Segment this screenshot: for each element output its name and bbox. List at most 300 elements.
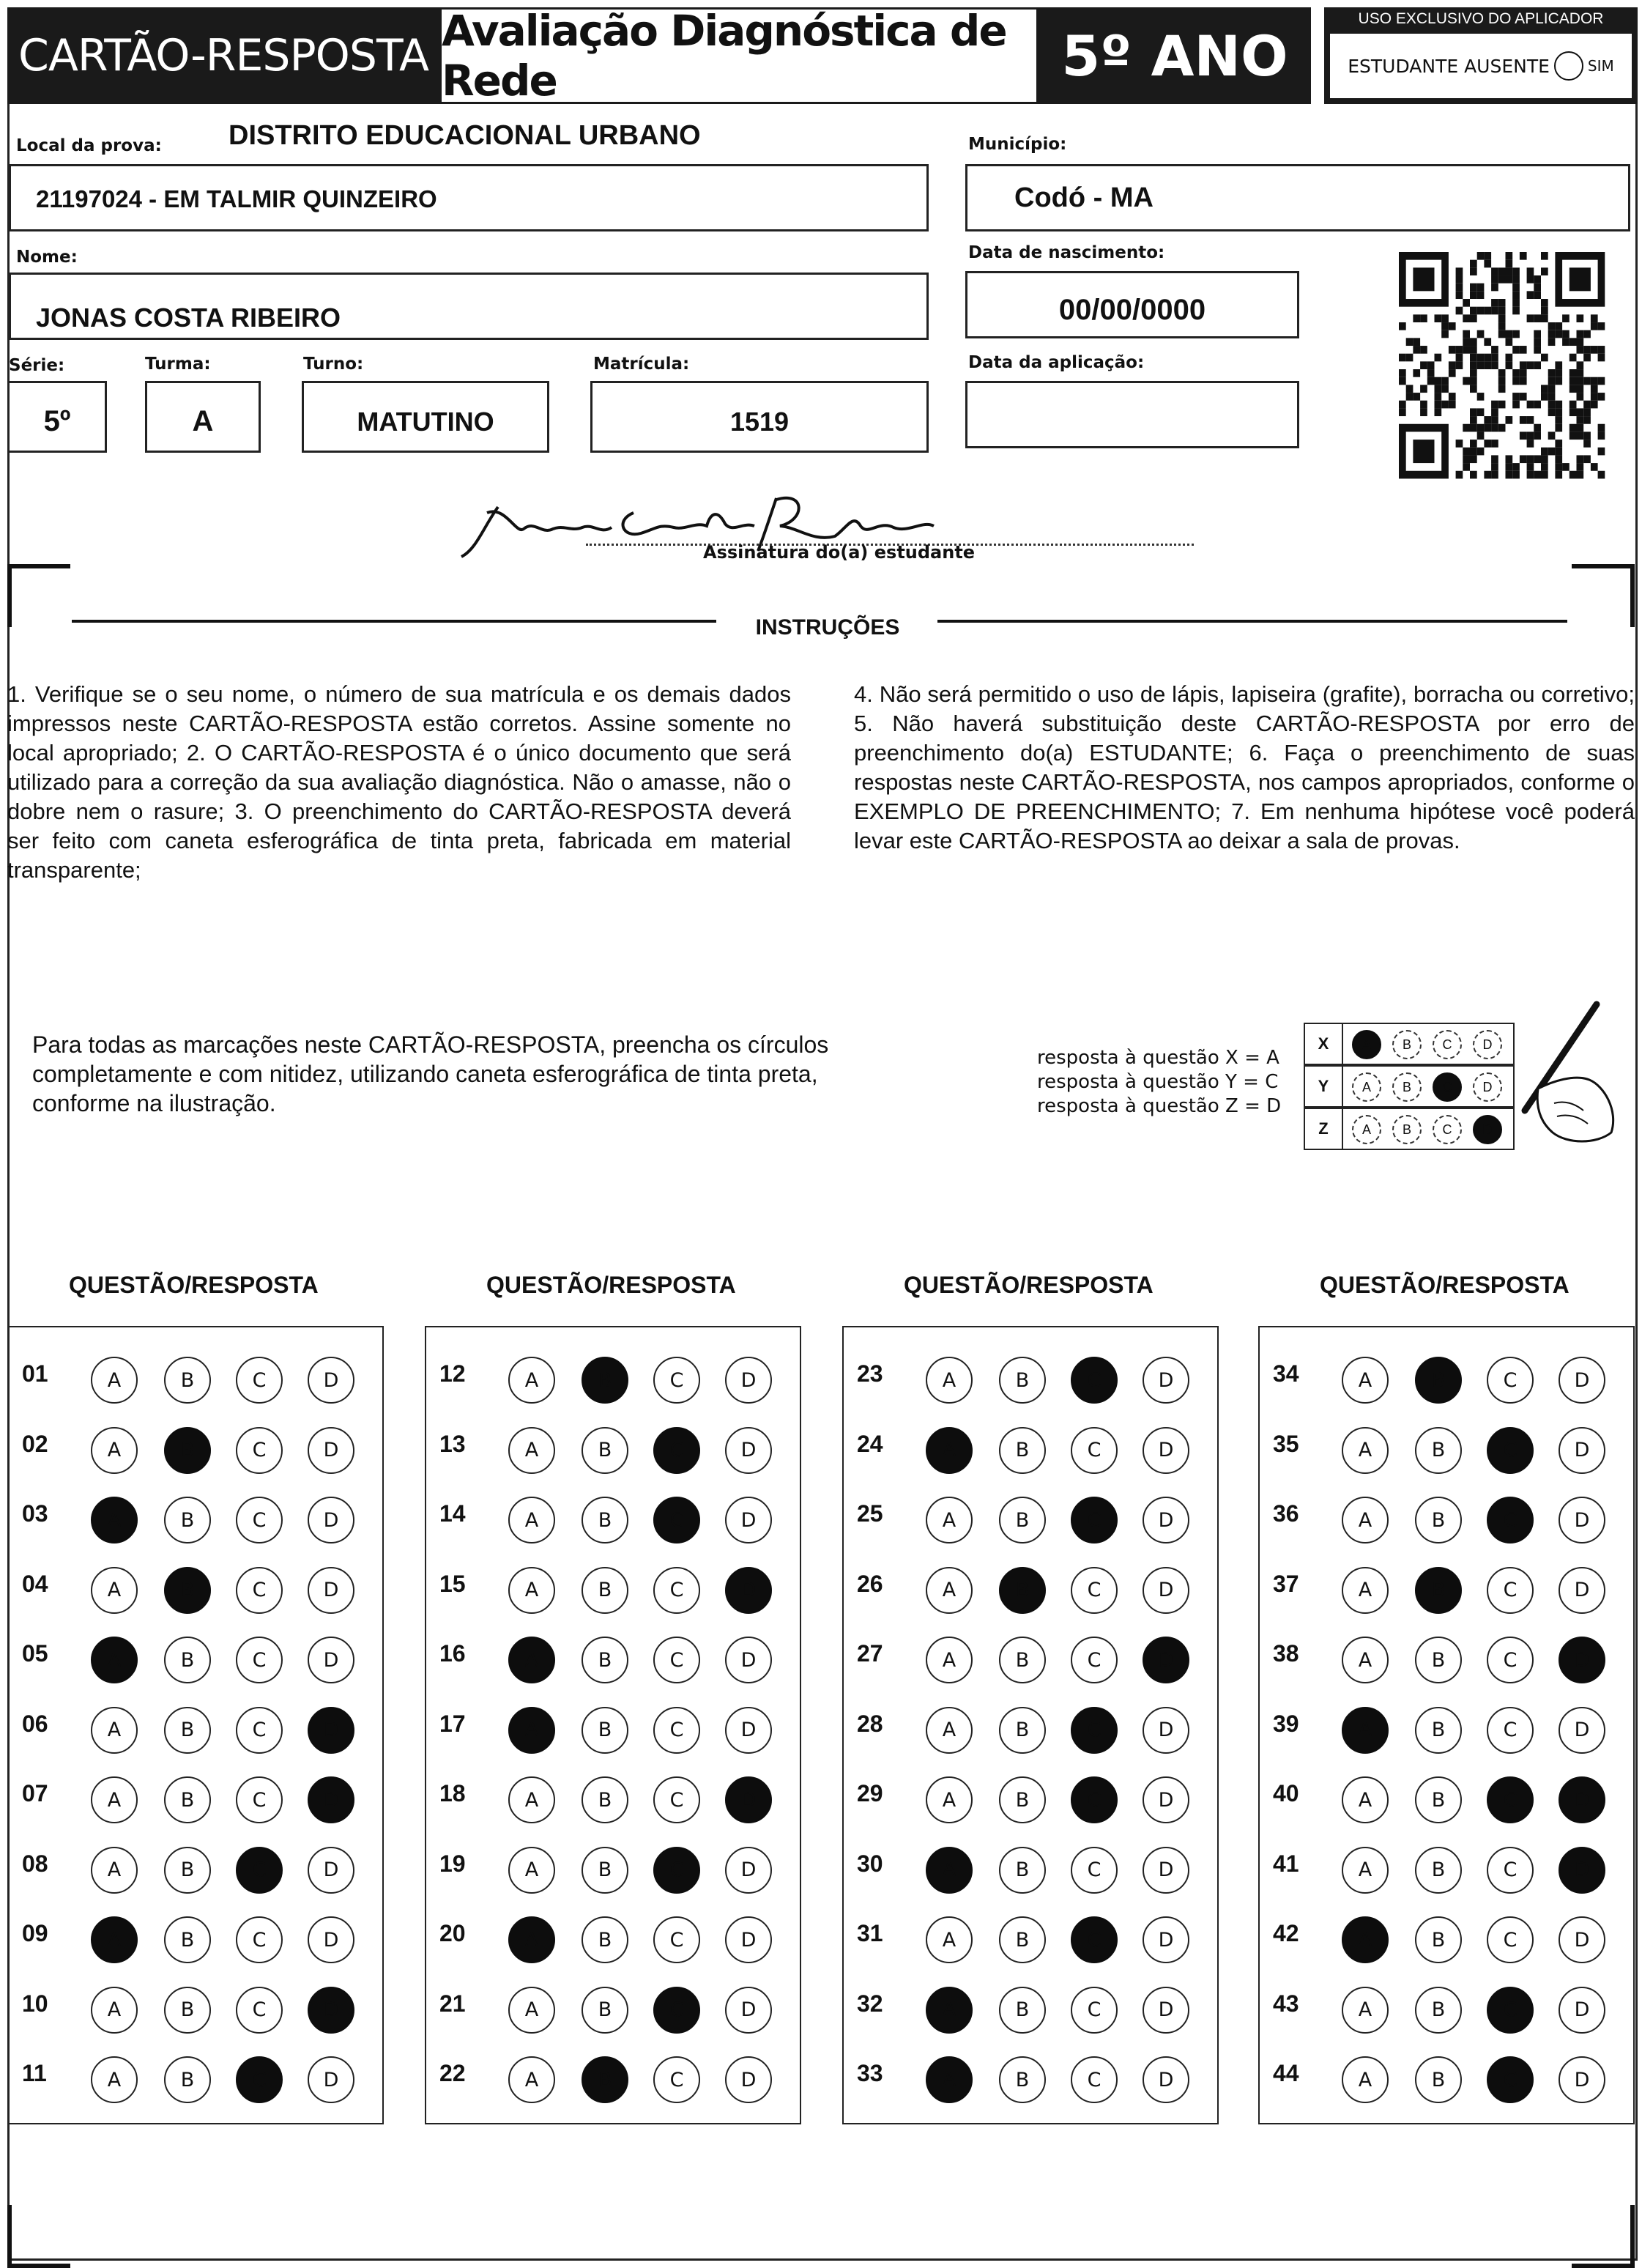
answer-bubble-b[interactable]: B [999, 1427, 1046, 1474]
answer-bubble-a[interactable]: A [508, 1637, 555, 1683]
answer-bubble-c[interactable]: C [1071, 1427, 1118, 1474]
answer-row [426, 1412, 800, 1478]
answer-bubble-a[interactable]: A [926, 1987, 973, 2034]
answer-bubble-a[interactable]: A [926, 1637, 973, 1683]
answer-row [844, 1482, 1217, 1548]
answer-row [9, 1692, 382, 1758]
answer-column [842, 1326, 1219, 2124]
answer-bubble-d[interactable]: D [1559, 1497, 1605, 1544]
answer-bubble-a[interactable]: A [1342, 1497, 1389, 1544]
birth-field [965, 271, 1299, 338]
answer-bubble-a[interactable]: A [508, 1776, 555, 1823]
answer-bubble-a[interactable]: A [91, 1776, 138, 1823]
answer-bubble-d[interactable]: D [1143, 1567, 1189, 1614]
answer-row [426, 1552, 800, 1618]
example-bubble-b: B [1392, 1115, 1422, 1144]
qr-code-icon [1399, 252, 1605, 481]
answer-bubble-b[interactable]: B [164, 1707, 211, 1754]
answer-bubble-a[interactable]: A [91, 1987, 138, 2034]
absent-field [1330, 34, 1632, 98]
answer-row [426, 1762, 800, 1828]
question-number: 39 [1273, 1710, 1299, 1737]
answer-row [1260, 1552, 1633, 1618]
example-bubble-c: C [1433, 1030, 1462, 1059]
example-bubble-a: A [1352, 1030, 1381, 1059]
answer-bubble-c[interactable]: C [236, 1776, 283, 1823]
answer-row [844, 2042, 1217, 2108]
answer-bubble-b[interactable]: B [582, 1567, 628, 1614]
fill-instructions: Para todas as marcações neste CARTÃO-RESPOSTA, preencha os círculos completamente e com nitidez, utilizando caneta esferográfica de tinta preta, conforme na ilustração. [32, 1031, 829, 1116]
answer-bubble-b[interactable]: B [1415, 1987, 1462, 2034]
answer-bubble-b[interactable]: B [999, 1847, 1046, 1894]
answer-bubble-a[interactable]: A [91, 2056, 138, 2103]
absent-yes-label: SIM [1587, 57, 1614, 75]
answer-row [426, 1692, 800, 1758]
column-header: QUESTÃO/RESPOSTA [1320, 1272, 1569, 1298]
answer-bubble-d[interactable]: D [1143, 1916, 1189, 1963]
turno-value: MATUTINO [357, 407, 494, 437]
question-number: 36 [1273, 1500, 1299, 1527]
answer-bubble-b[interactable]: B [999, 1776, 1046, 1823]
answer-row [426, 2042, 800, 2108]
answer-bubble-a[interactable]: A [91, 1637, 138, 1683]
answer-bubble-b[interactable]: B [164, 1776, 211, 1823]
matricula-label: Matrícula: [593, 355, 690, 374]
answer-row [844, 1972, 1217, 2038]
question-number: 34 [1273, 1360, 1299, 1387]
answer-bubble-d[interactable]: D [725, 1497, 772, 1544]
answer-row [844, 1412, 1217, 1478]
divider [937, 620, 1567, 623]
example-bubble-b: B [1392, 1072, 1422, 1102]
answer-bubble-b[interactable]: B [1415, 1357, 1462, 1404]
local-label: Local da prova: [16, 136, 162, 155]
answer-bubble-d[interactable]: D [1559, 1847, 1605, 1894]
applicator-title: USO EXCLUSIVO DO APLICADOR [1358, 10, 1604, 27]
question-number: 27 [857, 1640, 883, 1667]
birth-value: 00/00/0000 [1058, 294, 1206, 326]
answer-bubble-d[interactable]: D [308, 1357, 354, 1404]
example-bubble-c: C [1433, 1072, 1462, 1102]
exam-title: Avaliação Diagnóstica de Rede [439, 7, 1039, 104]
answer-bubble-b[interactable]: B [164, 1357, 211, 1404]
answer-row [844, 1902, 1217, 1968]
answer-bubble-a[interactable]: A [91, 1567, 138, 1614]
grade-title: 5º ANO [1039, 7, 1311, 104]
answer-bubble-b[interactable]: B [999, 1707, 1046, 1754]
answer-bubble-b[interactable]: B [999, 1497, 1046, 1544]
question-number: 25 [857, 1500, 883, 1527]
answer-bubble-c[interactable]: C [653, 1357, 700, 1404]
answer-bubble-c[interactable]: C [1487, 1497, 1534, 1544]
answer-bubble-b[interactable]: B [999, 1987, 1046, 2034]
answer-bubble-d[interactable]: D [725, 1916, 772, 1963]
example-legend [1037, 1046, 1281, 1119]
answer-bubble-a[interactable]: A [1342, 1776, 1389, 1823]
answer-bubble-d[interactable]: D [1143, 2056, 1189, 2103]
serie-value: 5º [43, 405, 71, 437]
answer-bubble-a[interactable]: A [926, 1776, 973, 1823]
answer-bubble-a[interactable]: A [926, 1847, 973, 1894]
answer-bubble-c[interactable]: C [1071, 1637, 1118, 1683]
answer-bubble-d[interactable]: D [308, 1987, 354, 2034]
answer-bubble-b[interactable]: B [999, 1637, 1046, 1683]
answer-bubble-d[interactable]: D [725, 1637, 772, 1683]
answer-row [1260, 1622, 1633, 1688]
answer-bubble-b[interactable]: B [582, 1916, 628, 1963]
answer-bubble-d[interactable]: D [1559, 1427, 1605, 1474]
answer-bubble-c[interactable]: C [236, 1916, 283, 1963]
answer-bubble-d[interactable]: D [308, 1847, 354, 1894]
answer-row [426, 1832, 800, 1898]
question-number: 18 [439, 1780, 466, 1806]
answer-bubble-c[interactable]: C [1487, 2056, 1534, 2103]
turma-label: Turma: [145, 355, 211, 374]
answer-bubble-a[interactable]: A [926, 1497, 973, 1544]
answer-bubble-a[interactable]: A [1342, 1637, 1389, 1683]
answer-bubble-a[interactable]: A [926, 1567, 973, 1614]
answer-bubble-a[interactable]: A [1342, 1987, 1389, 2034]
question-number: 05 [22, 1640, 48, 1667]
answer-bubble-d[interactable]: D [725, 1987, 772, 2034]
example-line: resposta à questão Z = D [1037, 1095, 1282, 1117]
answer-row [9, 1552, 382, 1618]
answer-bubble-d[interactable]: D [1559, 1916, 1605, 1963]
answer-row [1260, 1902, 1633, 1968]
answer-bubble-b[interactable]: B [582, 1707, 628, 1754]
answer-bubble-c[interactable]: C [236, 1497, 283, 1544]
answer-bubble-d[interactable]: D [1143, 1357, 1189, 1404]
applicator-box [1324, 7, 1638, 104]
answer-bubble-d[interactable]: D [308, 1707, 354, 1754]
question-number: 37 [1273, 1570, 1299, 1597]
answer-bubble-b[interactable]: B [582, 2056, 628, 2103]
answer-bubble-c[interactable]: C [653, 1987, 700, 2034]
answer-bubble-b[interactable]: B [1415, 1567, 1462, 1614]
answer-bubble-d[interactable]: D [725, 1357, 772, 1404]
answer-bubble-b[interactable]: B [999, 2056, 1046, 2103]
card-title: CARTÃO-RESPOSTA [7, 7, 439, 104]
answer-bubble-b[interactable]: B [164, 1427, 211, 1474]
answer-bubble-c[interactable]: C [1071, 1567, 1118, 1614]
answer-row [1260, 1342, 1633, 1408]
answer-bubble-c[interactable]: C [1071, 1776, 1118, 1823]
question-number: 30 [857, 1850, 883, 1877]
answer-bubble-a[interactable]: A [926, 1427, 973, 1474]
answer-bubble-d[interactable]: D [308, 1567, 354, 1614]
question-number: 15 [439, 1570, 466, 1597]
name-value: JONAS COSTA RIBEIRO [36, 303, 341, 333]
example-bubble-cell [1342, 1065, 1515, 1108]
answer-bubble-c[interactable]: C [653, 1916, 700, 1963]
answer-bubble-c[interactable]: C [236, 1987, 283, 2034]
question-number: 01 [22, 1360, 48, 1387]
answer-bubble-b[interactable]: B [1415, 1427, 1462, 1474]
answer-bubble-d[interactable]: D [1143, 1427, 1189, 1474]
question-number: 41 [1273, 1850, 1299, 1877]
answer-bubble-c[interactable]: C [653, 1567, 700, 1614]
answer-bubble-d[interactable]: D [1559, 1567, 1605, 1614]
answer-bubble-d[interactable]: D [308, 1427, 354, 1474]
answer-bubble-b[interactable]: B [1415, 1497, 1462, 1544]
question-number: 24 [857, 1430, 883, 1457]
answer-bubble-d[interactable]: D [725, 1707, 772, 1754]
answer-bubble-d[interactable]: D [308, 1916, 354, 1963]
answer-bubble-a[interactable]: A [91, 1497, 138, 1544]
answer-bubble-a[interactable]: A [508, 1427, 555, 1474]
answer-bubble-a[interactable]: A [508, 2056, 555, 2103]
question-number: 40 [1273, 1780, 1299, 1806]
answer-bubble-c[interactable]: C [236, 1427, 283, 1474]
answer-bubble-a[interactable]: A [508, 1357, 555, 1404]
example-line: resposta à questão Y = C [1037, 1071, 1279, 1093]
answer-bubble-b[interactable]: B [1415, 2056, 1462, 2103]
answer-bubble-c[interactable]: C [1487, 1567, 1534, 1614]
matricula-value: 1519 [729, 407, 790, 437]
example-bubble-d: D [1473, 1072, 1502, 1102]
answer-bubble-d[interactable]: D [725, 1847, 772, 1894]
answer-bubble-a[interactable]: A [1342, 2056, 1389, 2103]
answer-bubble-b[interactable]: B [164, 1637, 211, 1683]
question-number: 32 [857, 1990, 883, 2017]
answer-bubble-c[interactable]: C [1487, 1987, 1534, 2034]
answer-bubble-d[interactable]: D [1559, 1776, 1605, 1823]
answer-bubble-d[interactable]: D [308, 1497, 354, 1544]
answer-row [9, 1972, 382, 2038]
answer-bubble-a[interactable]: A [508, 1707, 555, 1754]
answer-bubble-d[interactable]: D [725, 1776, 772, 1823]
answer-row [9, 1342, 382, 1408]
answer-bubble-a[interactable]: A [1342, 1357, 1389, 1404]
answer-bubble-a[interactable]: A [1342, 1427, 1389, 1474]
example-bubble-d: D [1473, 1115, 1502, 1144]
answer-bubble-b[interactable]: B [582, 1637, 628, 1683]
signature-area [454, 483, 1194, 566]
answer-bubble-b[interactable]: B [164, 1847, 211, 1894]
answer-bubble-c[interactable]: C [1071, 1497, 1118, 1544]
answer-bubble-d[interactable]: D [725, 1567, 772, 1614]
answer-bubble-d[interactable]: D [1559, 2056, 1605, 2103]
answer-bubble-c[interactable]: C [653, 1637, 700, 1683]
answer-row [1260, 1972, 1633, 2038]
name-field [9, 273, 929, 340]
answer-bubble-a[interactable]: A [926, 1357, 973, 1404]
column-header: QUESTÃO/RESPOSTA [904, 1272, 1154, 1298]
answer-bubble-c[interactable]: C [653, 2056, 700, 2103]
example-bubble-a: A [1352, 1115, 1381, 1144]
answer-bubble-c[interactable]: C [236, 1707, 283, 1754]
question-number: 12 [439, 1360, 466, 1387]
answer-row [426, 1482, 800, 1548]
answer-bubble-b[interactable]: B [164, 1497, 211, 1544]
answer-bubble-b[interactable]: B [1415, 1776, 1462, 1823]
question-number: 38 [1273, 1640, 1299, 1667]
answer-bubble-d[interactable]: D [725, 2056, 772, 2103]
question-number: 19 [439, 1850, 466, 1877]
serie-label: Série: [9, 356, 65, 375]
question-number: 06 [22, 1710, 48, 1737]
answer-bubble-a[interactable]: A [508, 1987, 555, 2034]
answer-bubble-a[interactable]: A [1342, 1707, 1389, 1754]
answer-bubble-a[interactable]: A [926, 1916, 973, 1963]
turno-label: Turno: [303, 355, 364, 374]
answer-bubble-c[interactable]: C [1487, 1776, 1534, 1823]
answer-bubble-d[interactable]: D [308, 1637, 354, 1683]
answer-bubble-c[interactable]: C [1071, 1916, 1118, 1963]
example-bubble-c: C [1433, 1115, 1462, 1144]
answer-bubble-a[interactable]: A [1342, 1916, 1389, 1963]
column-header: QUESTÃO/RESPOSTA [69, 1272, 319, 1298]
answer-row [426, 1622, 800, 1688]
answer-bubble-c[interactable]: C [236, 1637, 283, 1683]
answer-bubble-d[interactable]: D [1559, 1357, 1605, 1404]
application-date-label: Data da aplicação: [968, 353, 1145, 372]
answer-bubble-c[interactable]: C [653, 1776, 700, 1823]
answer-bubble-d[interactable]: D [1143, 1776, 1189, 1823]
answer-bubble-b[interactable]: B [582, 1987, 628, 2034]
answer-bubble-b[interactable]: B [164, 1987, 211, 2034]
answer-bubble-c[interactable]: C [653, 1427, 700, 1474]
answer-bubble-c[interactable]: C [236, 1357, 283, 1404]
answer-bubble-d[interactable]: D [308, 2056, 354, 2103]
answer-bubble-a[interactable]: A [1342, 1847, 1389, 1894]
answer-bubble-b[interactable]: B [999, 1357, 1046, 1404]
example-bubble-cell [1342, 1023, 1515, 1065]
answer-row [9, 1762, 382, 1828]
answer-bubble-d[interactable]: D [1143, 1987, 1189, 2034]
instructions-left: 1. Verifique se o seu nome, o número de sua matrícula e os demais dados impressos neste CARTÃO-RESPOSTA estão corretos. Assine somente no local apropriado; 2. O CARTÃO-RESPOSTA é o único documento que será utilizado para a correção da sua avaliação diagnóstica. Não o amasse, não o dobre nem o rasure; 3. O preenchimento do CARTÃO-RESPOSTA deverá ser feito com caneta esferográfica de tinta preta, fabricada em material transparente; [7, 681, 791, 883]
question-number: 35 [1273, 1430, 1299, 1457]
answer-bubble-b[interactable]: B [164, 1567, 211, 1614]
answer-bubble-d[interactable]: D [308, 1776, 354, 1823]
answer-bubble-a[interactable]: A [926, 1707, 973, 1754]
answer-bubble-b[interactable]: B [164, 1916, 211, 1963]
instructions-title: INSTRUÇÕES [755, 615, 900, 640]
answer-column [425, 1326, 801, 2124]
answer-bubble-a[interactable]: A [91, 1847, 138, 1894]
answer-row [9, 1902, 382, 1968]
answer-bubble-c[interactable]: C [236, 1847, 283, 1894]
answer-bubble-d[interactable]: D [725, 1427, 772, 1474]
answer-bubble-b[interactable]: B [582, 1427, 628, 1474]
matricula-field [590, 381, 929, 453]
answer-bubble-c[interactable]: C [1071, 1847, 1118, 1894]
answer-bubble-a[interactable]: A [91, 1427, 138, 1474]
answer-bubble-c[interactable]: C [653, 1847, 700, 1894]
answer-bubble-c[interactable]: C [1487, 1427, 1534, 1474]
absent-bubble[interactable] [1554, 51, 1583, 81]
answer-bubble-a[interactable]: A [91, 1707, 138, 1754]
question-number: 09 [22, 1920, 48, 1946]
district-name: DISTRITO EDUCACIONAL URBANO [229, 120, 701, 151]
answer-row [1260, 1692, 1633, 1758]
answer-bubble-b[interactable]: B [999, 1916, 1046, 1963]
answer-bubble-c[interactable]: C [1071, 1357, 1118, 1404]
answer-bubble-c[interactable]: C [1487, 1637, 1534, 1683]
answer-bubble-c[interactable]: C [653, 1707, 700, 1754]
example-table [1304, 1023, 1515, 1150]
answer-bubble-d[interactable]: D [1559, 1987, 1605, 2034]
serie-field [7, 381, 107, 453]
corner-mark [7, 2205, 70, 2268]
question-number: 23 [857, 1360, 883, 1387]
answer-bubble-c[interactable]: C [236, 1567, 283, 1614]
answer-bubble-d[interactable]: D [1143, 1847, 1189, 1894]
answer-bubble-c[interactable]: C [1487, 1357, 1534, 1404]
answer-bubble-d[interactable]: D [1559, 1707, 1605, 1754]
answer-bubble-c[interactable]: C [1487, 1847, 1534, 1894]
answer-row [844, 1762, 1217, 1828]
question-number: 03 [22, 1500, 48, 1527]
answer-row [9, 1622, 382, 1688]
answer-bubble-b[interactable]: B [1415, 1707, 1462, 1754]
answer-bubble-b[interactable]: B [164, 2056, 211, 2103]
corner-mark [1572, 2205, 1635, 2268]
answer-bubble-b[interactable]: B [582, 1776, 628, 1823]
example-bubble-d: D [1473, 1030, 1502, 1059]
answer-row [426, 1902, 800, 1968]
answer-bubble-b[interactable]: B [1415, 1916, 1462, 1963]
answer-bubble-d[interactable]: D [1559, 1637, 1605, 1683]
question-number: 22 [439, 2060, 466, 2086]
answer-bubble-d[interactable]: D [1143, 1497, 1189, 1544]
answer-column [7, 1326, 384, 2124]
divider [72, 620, 716, 623]
question-number: 43 [1273, 1990, 1299, 2017]
answer-bubble-a[interactable]: A [508, 1497, 555, 1544]
answer-bubble-c[interactable]: C [1487, 1707, 1534, 1754]
answer-bubble-a[interactable]: A [91, 1357, 138, 1404]
answer-bubble-b[interactable]: B [582, 1847, 628, 1894]
answer-row [426, 1342, 800, 1408]
answer-bubble-a[interactable]: A [926, 2056, 973, 2103]
corner-mark [7, 564, 70, 627]
example-bubble-cell [1342, 1108, 1515, 1150]
corner-mark [1572, 564, 1635, 627]
question-number: 21 [439, 1990, 466, 2017]
answer-bubble-a[interactable]: A [508, 1567, 555, 1614]
question-number: 07 [22, 1780, 48, 1806]
answer-bubble-b[interactable]: B [1415, 1847, 1462, 1894]
answer-row [9, 2042, 382, 2108]
answer-bubble-c[interactable]: C [236, 2056, 283, 2103]
example-bubble-b: B [1392, 1030, 1422, 1059]
turma-value: A [192, 405, 214, 437]
answer-bubble-a[interactable]: A [91, 1916, 138, 1963]
answer-bubble-b[interactable]: B [999, 1567, 1046, 1614]
answer-bubble-b[interactable]: B [582, 1357, 628, 1404]
answer-bubble-b[interactable]: B [582, 1497, 628, 1544]
answer-row [1260, 1482, 1633, 1548]
answer-bubble-a[interactable]: A [508, 1916, 555, 1963]
question-number: 13 [439, 1430, 466, 1457]
question-number: 28 [857, 1710, 883, 1737]
answer-bubble-c[interactable]: C [1071, 1987, 1118, 2034]
answer-bubble-a[interactable]: A [1342, 1567, 1389, 1614]
question-number: 33 [857, 2060, 883, 2086]
example-question-cell: X [1304, 1023, 1343, 1065]
answer-bubble-c[interactable]: C [653, 1497, 700, 1544]
answer-bubble-d[interactable]: D [1143, 1707, 1189, 1754]
example-question-cell: Y [1304, 1065, 1343, 1108]
answer-bubble-c[interactable]: C [1071, 1707, 1118, 1754]
answer-bubble-a[interactable]: A [508, 1847, 555, 1894]
turma-field [145, 381, 261, 453]
answer-bubble-c[interactable]: C [1071, 2056, 1118, 2103]
answer-bubble-b[interactable]: B [1415, 1637, 1462, 1683]
answer-bubble-d[interactable]: D [1143, 1637, 1189, 1683]
answer-bubble-c[interactable]: C [1487, 1916, 1534, 1963]
